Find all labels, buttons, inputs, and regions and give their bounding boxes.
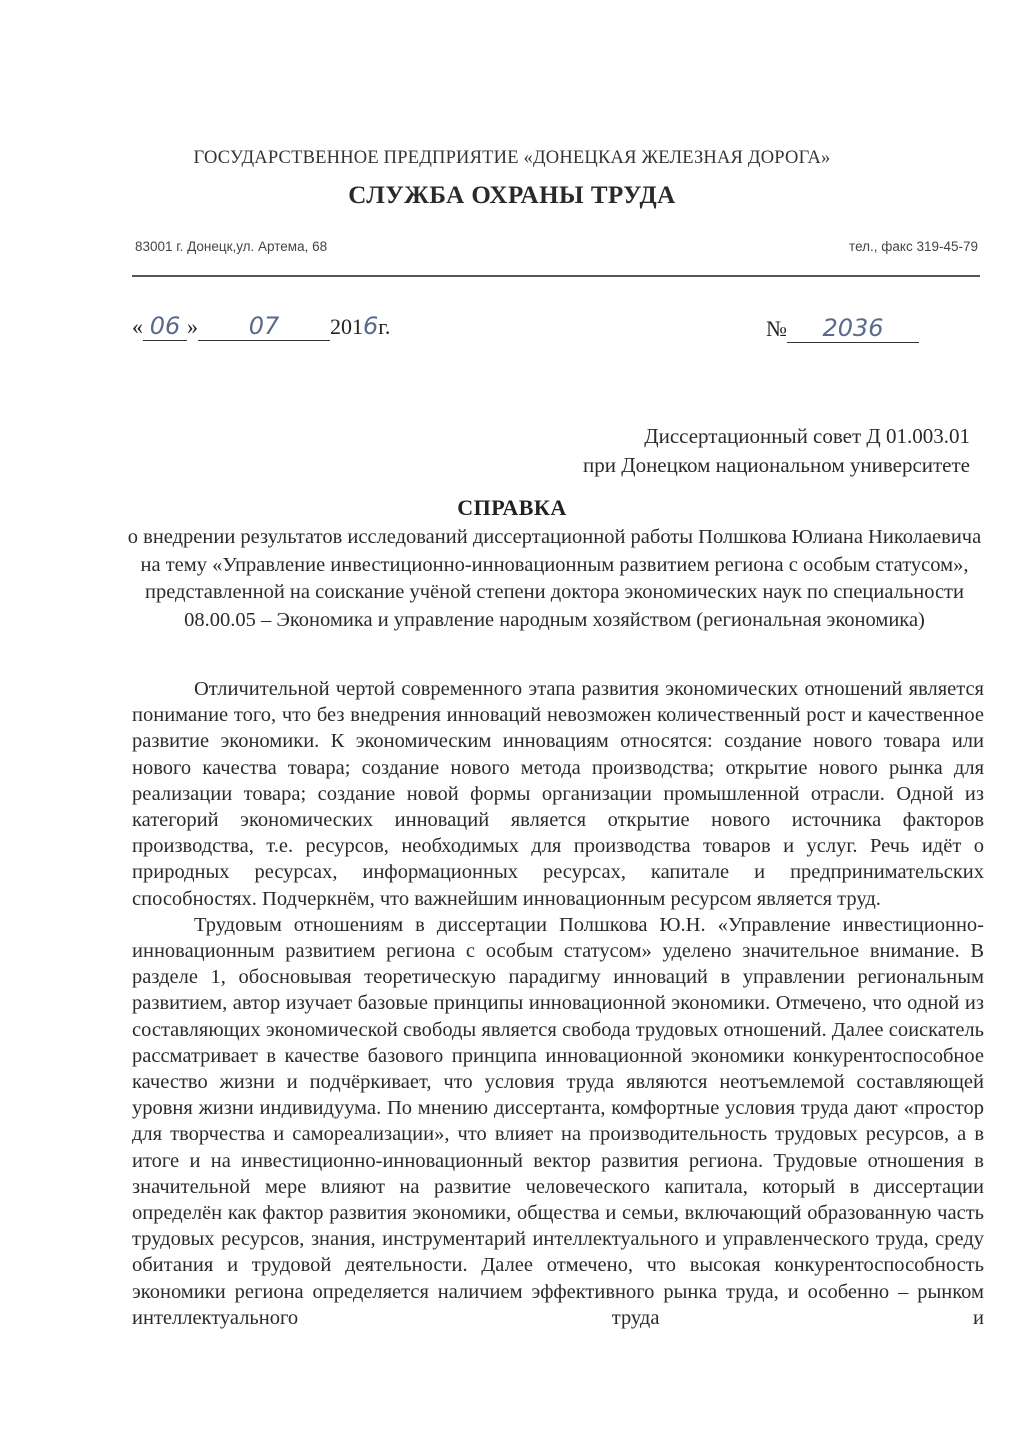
recipient-line-2: при Донецком национальном университете bbox=[583, 453, 970, 477]
number-value: 2036 bbox=[787, 314, 919, 343]
date-year-prefix: 201 bbox=[330, 314, 363, 339]
organization-name: ГОСУДАРСТВЕННОЕ ПРЕДПРИЯТИЕ «ДОНЕЦКАЯ ЖЕЛЕЗНАЯ ДОРОГА» bbox=[193, 148, 831, 168]
postal-address: 83001 г. Донецк,ул. Артема, 68 bbox=[135, 239, 328, 254]
date-year-handwritten: 6 bbox=[363, 312, 379, 340]
document-subject: о внедрении результатов исследований диссертационной работы Полшкова Юлиана Николаевича на тему «Управление инвестиционно-инновационным развитием региона с особым статусом», представленной на соискание учёной степени доктора экономических наук по специальности 08.00.05 – Экономика и управление народным хозяйством (региональная экономика) bbox=[127, 526, 982, 631]
date-open-quote: « bbox=[132, 314, 143, 339]
service-name: СЛУЖБА ОХРАНЫ ТРУДА bbox=[348, 182, 676, 209]
recipient-line-1: Диссертационный совет Д 01.003.01 bbox=[644, 424, 970, 448]
date-day: 06 bbox=[143, 312, 187, 341]
document-number bbox=[766, 314, 919, 343]
date-close-quote: » bbox=[187, 314, 198, 339]
document-title: СПРАВКА bbox=[457, 495, 567, 520]
number-label: № bbox=[766, 316, 787, 341]
body-paragraph-2: Трудовым отношениям в диссертации Полшкова Ю.Н. «Управление инвестиционно-инновационным развитием региона с особым статусом» уделено значительное внимание. В разделе 1, обосновывая теоретическую парадигму инноваций в управлении региональным развитием, автор изучает базовые принципы инновационной экономики. Отмечено, что одной из составляющих экономической свободы является свобода трудовых отношений. Далее соискатель рассматривает в качестве базового принципа инновационной экономики конкурентоспособное качество жизни и подчёркивает, что условия труда являются неотъемлемой составляющей уровня жизни индивидуума. По мнению диссертанта, комфортные условия труда дают «простор для творчества и самореализации», что влияет на производительность трудовых ресурсов, а в итоге и на инвестиционно-инновационный вектор развития региона. Трудовые отношения в значительной мере влияют на развитие человеческого капитала, который в диссертации определён как фактор развития экономики, общества и семьи, включающий образованную часть трудовых ресурсов, знания, инструментарий интеллектуального и управленческого труда, среду обитания и трудовой деятельности. Далее отмечено, что высокая конкурентоспособность экономики региона определяется наличием эффективного рынка труда, и особенно – рынком интеллектуального труда и bbox=[132, 913, 984, 1329]
date-year-suffix: г. bbox=[378, 314, 391, 339]
document-date bbox=[132, 312, 390, 352]
recipient-block bbox=[583, 422, 970, 480]
document-body bbox=[132, 676, 984, 1331]
letterhead-divider bbox=[132, 275, 980, 277]
contact-row bbox=[135, 239, 978, 259]
phone-fax: тел., факс 319-45-79 bbox=[849, 239, 978, 254]
body-paragraph-1: Отличительной чертой современного этапа развития экономических отношений является понимание того, что без внедрения инноваций невозможен количественный рост и качественное развитие экономики. К экономическим инновациям относятся: создание нового товара или нового качества товара; создание нового метода производства; открытие нового рынка для реализации товара; создание новой формы организации промышленной отрасли. Одной из категорий экономических инноваций является открытие нового источника факторов производства, т.е. ресурсов, необходимых для производства товаров и услуг. Речь идёт о природных ресурсах, информационных ресурсах, капитале и предпринимательских способностях. Подчеркнём, что важнейшим инновационным ресурсом является труд. bbox=[132, 678, 984, 910]
date-month: 07 bbox=[198, 312, 330, 341]
